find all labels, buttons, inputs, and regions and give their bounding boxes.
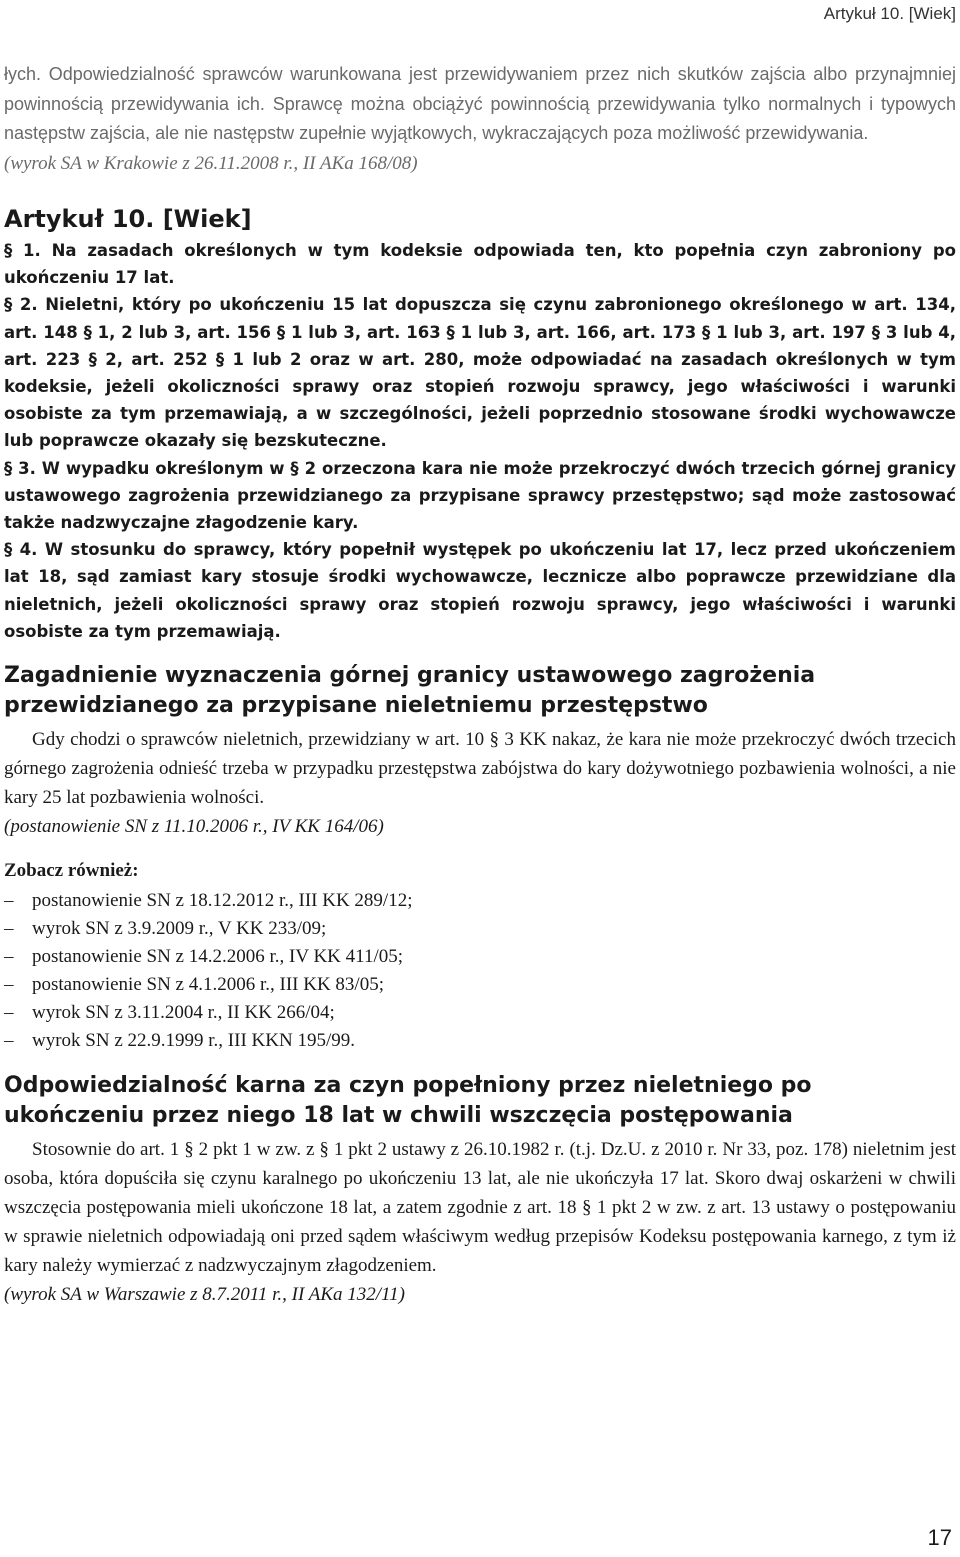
see-also-list <box>4 887 956 1055</box>
page-number: 17 <box>927 1525 952 1550</box>
running-header: Artykuł 10. [Wiek] <box>823 4 956 23</box>
section-citation-liability <box>4 1280 956 1309</box>
article-paragraph-3: § 3. W wypadku określonym w § 2 orzeczona kara nie może przekroczyć dwóch trzecich górnej granicy ustawowego zagrożenia przewidzianego za przypisane sprawcy przestępstwo; sąd może zastosować także nadzwyczajne złagodzenie kary. <box>4 458 956 533</box>
see-also-item: – wyrok SN z 22.9.1999 r., III KKN 195/99. <box>4 1027 956 1055</box>
see-also-item: – postanowienie SN z 4.1.2006 r., III KK 83/05; <box>4 971 956 999</box>
citation: (wyrok SA w Krakowie z 26.11.2008 r., II AKa 168/08) <box>4 152 418 174</box>
previous-commentary: łych. Odpowiedzialność sprawców warunkowana jest przewidywaniem przez nich skutków zajścia albo przynajmniej powinnością przewidywania ich. Sprawcę można obciążyć powinnością przewidywania tylko normalnych i typowych następstw zajścia, ale nie następstw zupełnie wyjątkowych, wykraczających poza możliwość przewidywania. <box>4 64 956 143</box>
page-content <box>4 60 956 1309</box>
article-paragraph-4: § 4. W stosunku do sprawcy, który popełnił występek po ukończeniu lat 17, lecz przed ukończeniem lat 18, sąd zamiast kary stosuje środki wychowawcze, lecznicze albo poprawcze przewidziane dla nieletnich, jeżeli okoliczności sprawy oraz stopień rozwoju sprawcy, jego właściwości i warunki osobiste za tym przemawiają. <box>4 540 956 641</box>
section-body-upper-limit: Gdy chodzi o sprawców nieletnich, przewidziany w art. 10 § 3 KK nakaz, że kara nie może przekroczyć dwóch trzecich górnego zagrożenia odnieść trzeba w przypadku przestępstwa zabójstwa do kary dożywotniego pozbawienia wolności, a nie kary 25 lat pozbawienia wolności. <box>4 729 956 809</box>
citation: (wyrok SA w Warszawie z 8.7.2011 r., II AKa 132/11) <box>4 1284 405 1306</box>
article-paragraph-2: § 2. Nieletni, który po ukończeniu 15 lat dopuszcza się czynu zabronionego określonego w art. 134, art. 148 § 1, 2 lub 3, art. 156 § 1 lub 3, art. 163 § 1 lub 3, art. 166, art. 173 § 1 lub 3, art. 197 § 3 lub 4, art. 223 § 2, art. 252 § 1 lub 2 oraz w art. 280, może odpowiadać na zasadach określonych w tym kodeksie, jeżeli okoliczności sprawy oraz stopień rozwoju sprawcy, jego właściwości i warunki osobiste za tym przemawiają, a w szczególności, jeżeli poprzednio stosowane środki wychowawcze lub poprawcze okazały się bezskuteczne. <box>4 295 956 451</box>
see-also-item: – postanowienie SN z 18.12.2012 r., III KK 289/12; <box>4 887 956 915</box>
citation: (postanowienie SN z 11.10.2006 r., IV KK 164/06) <box>4 816 384 838</box>
see-also-item: – postanowienie SN z 14.2.2006 r., IV KK 411/05; <box>4 943 956 971</box>
see-also-heading: Zobacz również: <box>4 860 139 882</box>
see-also-item: – wyrok SN z 3.11.2004 r., II KK 266/04; <box>4 999 956 1027</box>
see-also-item: – wyrok SN z 3.9.2009 r., V KK 233/09; <box>4 915 956 943</box>
article-title: Artykuł 10. [Wiek] <box>4 205 252 233</box>
section-body-liability: Stosownie do art. 1 § 2 pkt 1 w zw. z § 1 pkt 2 ustawy z 26.10.1982 r. (t.j. Dz.U. z 2010 r. Nr 33, poz. 178) nieletnim jest osoba, która dopuściła się czynu karalnego po ukończeniu 13 lat, ale nie ukończyła 17 lat. Skoro dwaj oskarżeni w chwili wszczęcia postępowania mieli ukończone 18 lat, a zatem zgodnie z art. 18 § 1 pkt 2 w zw. z art. 13 ustawy o postępowaniu w sprawie nieletnich odpowiadają oni przed sądem właściwym według przepisów Kodeksu postępowania karnego, z tym iż kary należy wymierzać z nadzwyczajnym złagodzeniem. <box>4 1139 956 1277</box>
section-heading-liability: Odpowiedzialność karna za czyn popełniony przez nieletniego po ukończeniu przez niego 18 lat w chwili wszczęcia postępowania <box>4 1073 812 1129</box>
section-heading-upper-limit: Zagadnienie wyznaczenia górnej granicy ustawowego zagrożenia przewidzianego za przypisane nieletniemu przestępstwo <box>4 663 816 719</box>
section-citation-upper-limit <box>4 812 956 841</box>
previous-commentary-citation <box>4 149 956 179</box>
article-paragraph-1: § 1. Na zasadach określonych w tym kodeksie odpowiada ten, kto popełnia czyn zabroniony po ukończeniu 17 lat. <box>4 241 956 288</box>
